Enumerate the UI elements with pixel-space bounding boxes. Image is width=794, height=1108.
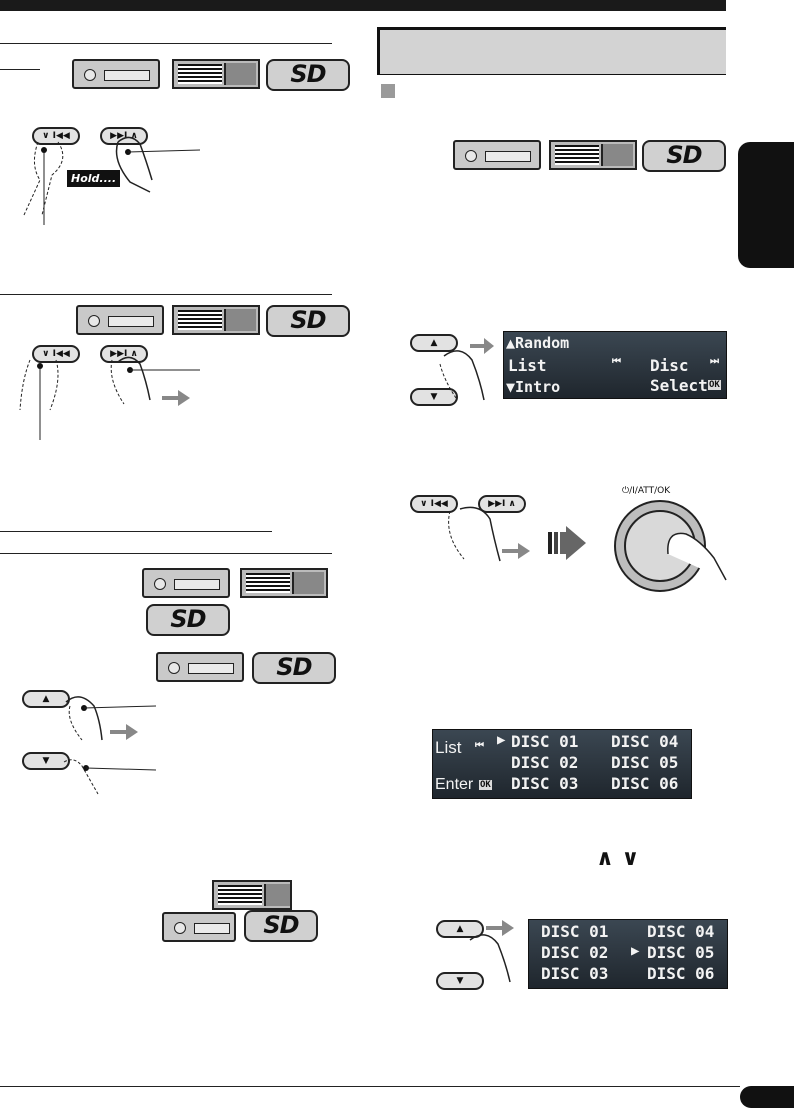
disc-entry[interactable]: DISC 01 <box>511 732 579 751</box>
disc-entry[interactable]: DISC 02 <box>511 753 579 772</box>
disc-entry[interactable]: DISC 01 <box>541 922 609 941</box>
disc-entry[interactable]: DISC 04 <box>611 732 679 751</box>
disc-entry[interactable]: DISC 06 <box>611 774 679 793</box>
down-button[interactable]: ▼ <box>410 388 458 406</box>
cd-changer-icon <box>212 880 292 910</box>
cd-changer-icon <box>172 59 260 89</box>
sd-card-icon: SD <box>244 910 318 942</box>
section-rule <box>0 553 332 554</box>
disc-source-icon <box>156 652 244 682</box>
disc-entry[interactable]: DISC 06 <box>647 964 715 983</box>
knob-label: ⏻/I/ATT/OK <box>622 486 671 496</box>
finger-press-illustration <box>430 334 502 414</box>
disc-source-icon <box>72 59 160 89</box>
finger-press-illustration <box>0 120 220 230</box>
menu-item-random: ▲Random <box>506 334 570 352</box>
top-bar <box>0 0 726 11</box>
hold-label: Hold.... <box>67 170 120 187</box>
menu-right-disc: Disc <box>650 356 689 375</box>
finger-press-illustration <box>0 340 220 440</box>
sd-card-icon: SD <box>642 140 726 172</box>
up-down-caret-icons: ∧ ∨ <box>596 846 640 871</box>
ok-icon: OK <box>480 780 491 790</box>
up-button[interactable]: ▲ <box>436 920 484 938</box>
prev-button[interactable]: ∨ I◀◀ <box>410 495 458 513</box>
section-rule <box>0 43 332 44</box>
disc-entry[interactable]: DISC 02 <box>541 943 609 962</box>
list-label: List <box>435 738 462 757</box>
finger-press-illustration <box>420 495 540 585</box>
cd-changer-icon <box>240 568 328 598</box>
down-button[interactable]: ▼ <box>22 752 70 770</box>
disc-source-icon <box>76 305 164 335</box>
down-button[interactable]: ▼ <box>436 972 484 990</box>
selection-cursor-icon: ▶ <box>497 732 506 748</box>
skip-icon: ⏭ <box>710 356 719 367</box>
prev-button[interactable]: ∨ I◀◀ <box>32 345 80 363</box>
menu-item-list: List <box>508 356 547 375</box>
disc-list-lcd <box>528 919 728 989</box>
menu-right-select: Select <box>650 376 708 395</box>
selection-cursor-icon: ▶ <box>631 943 640 959</box>
disc-entry[interactable]: DISC 05 <box>611 753 679 772</box>
disc-list-lcd <box>432 729 692 799</box>
sd-card-icon: SD <box>266 59 350 91</box>
enter-label: Enter <box>435 776 474 793</box>
language-side-tab <box>738 142 794 268</box>
disc-source-icon <box>162 912 236 942</box>
menu-item-intro: ▼Intro <box>506 378 561 396</box>
cd-changer-icon <box>172 305 260 335</box>
section-rule <box>0 294 332 295</box>
sd-card-icon: SD <box>266 305 350 337</box>
disc-source-icon <box>142 568 230 598</box>
next-button[interactable]: ▶▶I ∧ <box>478 495 526 513</box>
finger-press-illustration <box>456 916 528 996</box>
up-button[interactable]: ▲ <box>22 690 70 708</box>
disc-entry[interactable]: DISC 03 <box>541 964 609 983</box>
footer-rule <box>0 1086 740 1087</box>
sd-card-icon: SD <box>146 604 230 636</box>
skip-icon: ⏮ <box>612 356 621 367</box>
next-button[interactable]: ▶▶I ∧ <box>100 127 148 145</box>
up-button[interactable]: ▲ <box>410 334 458 352</box>
next-step-arrow-icon <box>548 526 588 562</box>
finger-press-illustration <box>40 690 180 800</box>
disc-entry[interactable]: DISC 03 <box>511 774 579 793</box>
prev-button[interactable]: ∨ I◀◀ <box>32 127 80 145</box>
finger-press-illustration <box>660 524 730 594</box>
section-rule <box>0 531 272 532</box>
section-rule <box>0 69 40 70</box>
disc-source-icon <box>453 140 541 170</box>
section-header-box <box>377 27 726 75</box>
sd-card-icon: SD <box>252 652 336 684</box>
ok-icon: OK <box>709 380 720 390</box>
page-number-tab <box>740 1086 794 1108</box>
cd-changer-icon <box>549 140 637 170</box>
skip-icon: ⏮ <box>475 740 484 751</box>
disc-entry[interactable]: DISC 05 <box>647 943 715 962</box>
disc-entry[interactable]: DISC 04 <box>647 922 715 941</box>
menu-lcd-display <box>503 331 727 399</box>
next-button[interactable]: ▶▶I ∧ <box>100 345 148 363</box>
step-marker <box>381 84 395 98</box>
